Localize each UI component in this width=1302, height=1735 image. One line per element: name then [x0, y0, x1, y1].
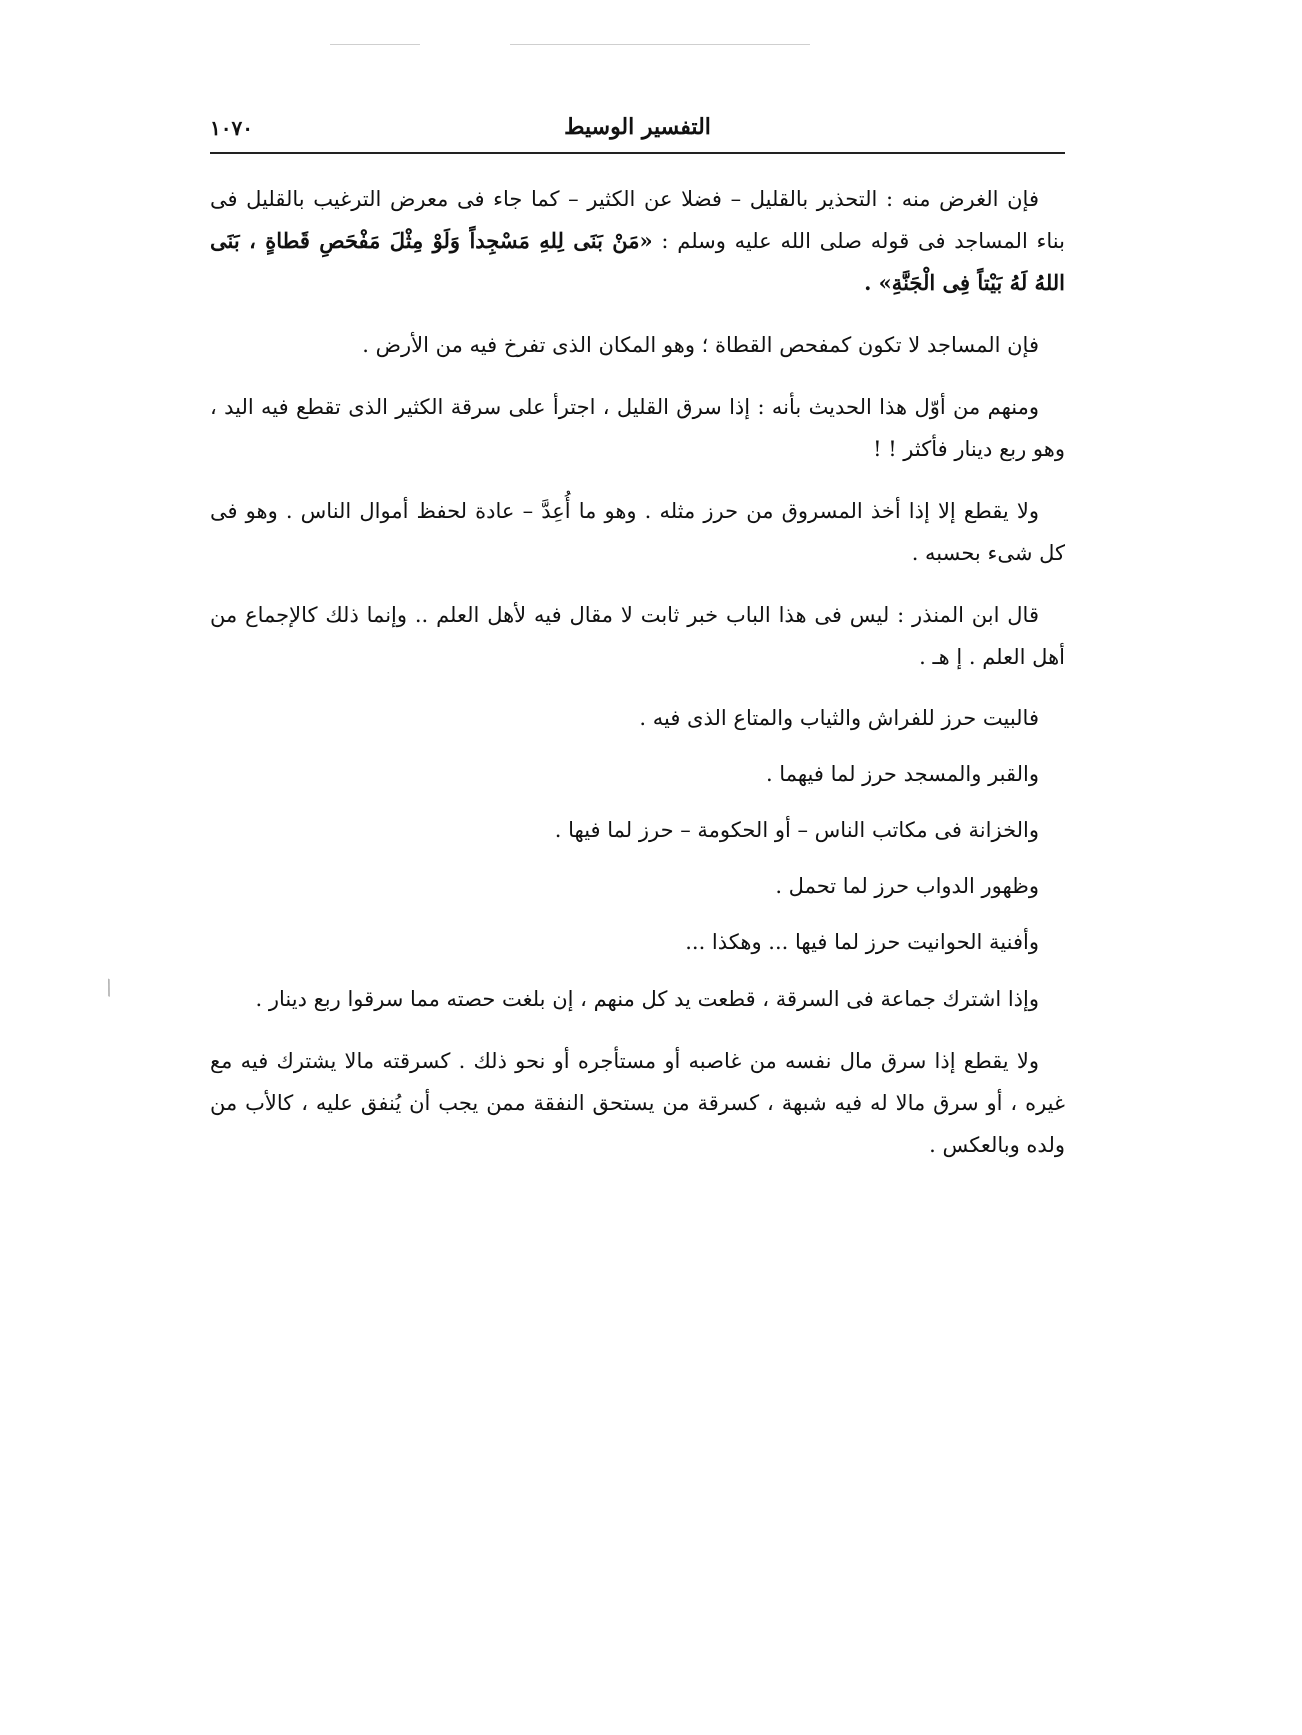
paragraph: ولا يقطع إذا سرق مال نفسه من غاصبه أو مستأجره أو نحو ذلك . كسرقته مالا يشترك فيه مع غيره ، أو سرق مالا له فيه شبهة ، كسرقة من يستحق النفقة ممن يجب أن يُنفق عليه ، كالأب من ولده وبالعكس .	[210, 1049, 1065, 1157]
paragraph-text: فإن الغرض منه : التحذير بالقليل – فضلا عن الكثير – كما جاء فى معرض الترغيب بالقليل فى بناء المساجد فى قوله صلى الله عليه وسلم :	[210, 187, 1065, 253]
paragraph: ومنهم من أوّل هذا الحديث بأنه : إذا سرق القليل ، اجترأ على سرقة الكثير الذى تقطع فيه اليد ، وهو ربع دينار فأكثر ! !	[210, 395, 1065, 461]
list-item: وأفنية الحوانيت حرز لما فيها ... وهكذا ...	[685, 930, 1039, 954]
list-item: والخزانة فى مكاتب الناس – أو الحكومة – حرز لما فيها .	[554, 818, 1039, 842]
paragraph: فإن المساجد لا تكون كمفحص القطاة ؛ وهو المكان الذى تفرخ فيه من الأرض .	[362, 333, 1039, 357]
paragraph	[210, 178, 1065, 304]
header-rule	[210, 152, 1065, 154]
list-item: وظهور الدواب حرز لما تحمل .	[775, 874, 1039, 898]
page-number: ١٠٧٠	[210, 116, 253, 140]
scan-artifact-line	[330, 44, 420, 45]
paragraph: ولا يقطع إلا إذا أخذ المسروق من حرز مثله . وهو ما أُعِدَّ – عادة لحفظ أموال الناس . وهو فى كل شىء بحسبه .	[210, 499, 1065, 565]
page-header	[210, 112, 1065, 150]
list-item: والقبر والمسجد حرز لما فيهما .	[765, 762, 1039, 786]
running-title: التفسير الوسيط	[564, 114, 711, 140]
scan-speck: ⟍	[96, 976, 120, 1001]
paragraph: قال ابن المنذر : ليس فى هذا الباب خبر ثابت لا مقال فيه لأهل العلم .. وإنما ذلك كالإجماع من أهل العلم . إ هـ .	[210, 603, 1065, 669]
paragraph: وإذا اشترك جماعة فى السرقة ، قطعت يد كل منهم ، إن بلغت حصته مما سرقوا ربع دينار .	[255, 987, 1039, 1011]
hadith-quote: «مَنْ بَنَى لِلهِ مَسْجِداً وَلَوْ مِثْلَ مَفْحَصِ قَطاةٍ ، بَنَى اللهُ لَهُ بَيْتاً فِى الْجَنَّةِ» .	[210, 228, 1065, 295]
body-text	[210, 178, 1065, 1186]
scan-artifact-line	[510, 44, 810, 45]
list-item: فالبيت حرز للفراش والثياب والمتاع الذى فيه .	[639, 706, 1039, 730]
